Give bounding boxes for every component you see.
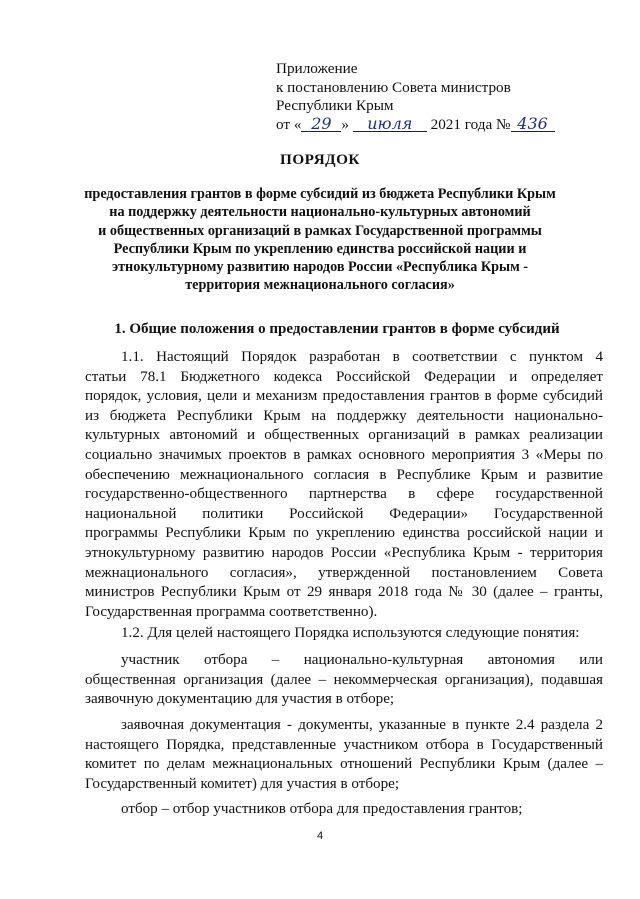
subtitle-line: на поддержку деятельности национально-культурных автономий [109, 204, 531, 221]
text-line: 1.2. Для целей настоящего Порядка используются следующие понятия: [121, 625, 580, 641]
text-line: обеспечению межнационального согласия в Республике Крым и развитие [85, 466, 603, 483]
subtitle-line: этнокультурному развитию народов России «Республика Крым - [111, 259, 529, 276]
appendix-line-1: Приложение [276, 60, 358, 77]
paragraph-1-1 [85, 348, 603, 622]
text-line: порядок, условия, цели и механизм предоставления грантов в форме субсидий [85, 388, 603, 405]
text-line: комитет по делам межнациональных отношений Республики Крым (далее – [85, 756, 603, 773]
date-prefix: от « [276, 115, 302, 133]
paragraph-documentation [85, 716, 603, 794]
text-line: общественная организация (далее – некоммерческая организация), подавшая [85, 671, 603, 688]
document-subtitle [60, 185, 580, 295]
text-line: межнационального согласия», утвержденной постановлением Совета [85, 564, 603, 581]
text-line: 1.1. Настоящий Порядок разработан в соответствии с пунктом 4 [121, 349, 603, 365]
subtitle-line: и общественных организаций в рамках Государственной программы [98, 222, 542, 239]
appendix-block [276, 60, 555, 134]
text-line: государственно-общественного партнерства в сфере государственной [85, 486, 603, 503]
text-line: культурных автономий и общественных организаций в рамках реализации [85, 427, 603, 444]
text-line: участник отбора – национально-культурная автономия или [121, 652, 603, 668]
text-line: настоящего Порядка, представленные участником отбора в Государственный [85, 736, 603, 753]
text-line: отбор – отбор участников отбора для предоставления грантов; [121, 801, 523, 817]
text-line: этнокультурному развитию народов России «Республика Крым - территория [85, 544, 603, 561]
date-mid: » [341, 115, 350, 133]
paragraph-participant [85, 651, 603, 710]
section-heading: 1. Общие положения о предоставлении грантов в форме субсидий [114, 321, 560, 337]
text-line: социально значимых проектов в рамках основного мероприятия 3 «Меры по [85, 446, 603, 463]
handwritten-day: 29 [301, 116, 341, 132]
text-line: министров Республики Крым от 29 января 2018 года № 30 (далее – гранты, [85, 584, 603, 601]
page-number: 4 [316, 830, 324, 842]
text-line: Государственный комитет) для участия в отборе; [85, 775, 400, 792]
subtitle-line: предоставления грантов в форме субсидий из бюджета Республики Крым [84, 186, 556, 202]
text-line: программы Республики Крым по укреплению единства российской нации и [85, 525, 603, 542]
text-line: статьи 78.1 Бюджетного кодекса Российской Федерации и определяет [85, 368, 603, 385]
text-line: заявочная документация - документы, указанные в пункте 2.4 раздела 2 [121, 717, 603, 733]
text-line: Государственная программа соответственно). [85, 603, 378, 620]
date-year: 2021 года № [430, 115, 511, 133]
appendix-date-line [276, 113, 555, 135]
text-line: национальной политики Российской Федерации» Государственной [85, 505, 603, 522]
subtitle-line: территория межнационального согласия» [185, 277, 455, 294]
paragraph-selection [85, 800, 603, 820]
paragraph-1-2 [85, 624, 603, 644]
appendix-line-3: Республики Крым [276, 97, 394, 114]
handwritten-doc-number: 436 [511, 116, 555, 132]
text-line: из бюджета Республики Крым на поддержку деятельности национально- [85, 407, 603, 424]
text-line: заявочную документацию для участия в отборе; [85, 691, 395, 708]
document-title: ПОРЯДОК [280, 151, 360, 168]
appendix-line-2: к постановлению Совета министров [276, 78, 511, 96]
subtitle-line: Республики Крым по укреплению единства российской нации и [113, 240, 527, 257]
handwritten-month: июля [353, 116, 427, 132]
